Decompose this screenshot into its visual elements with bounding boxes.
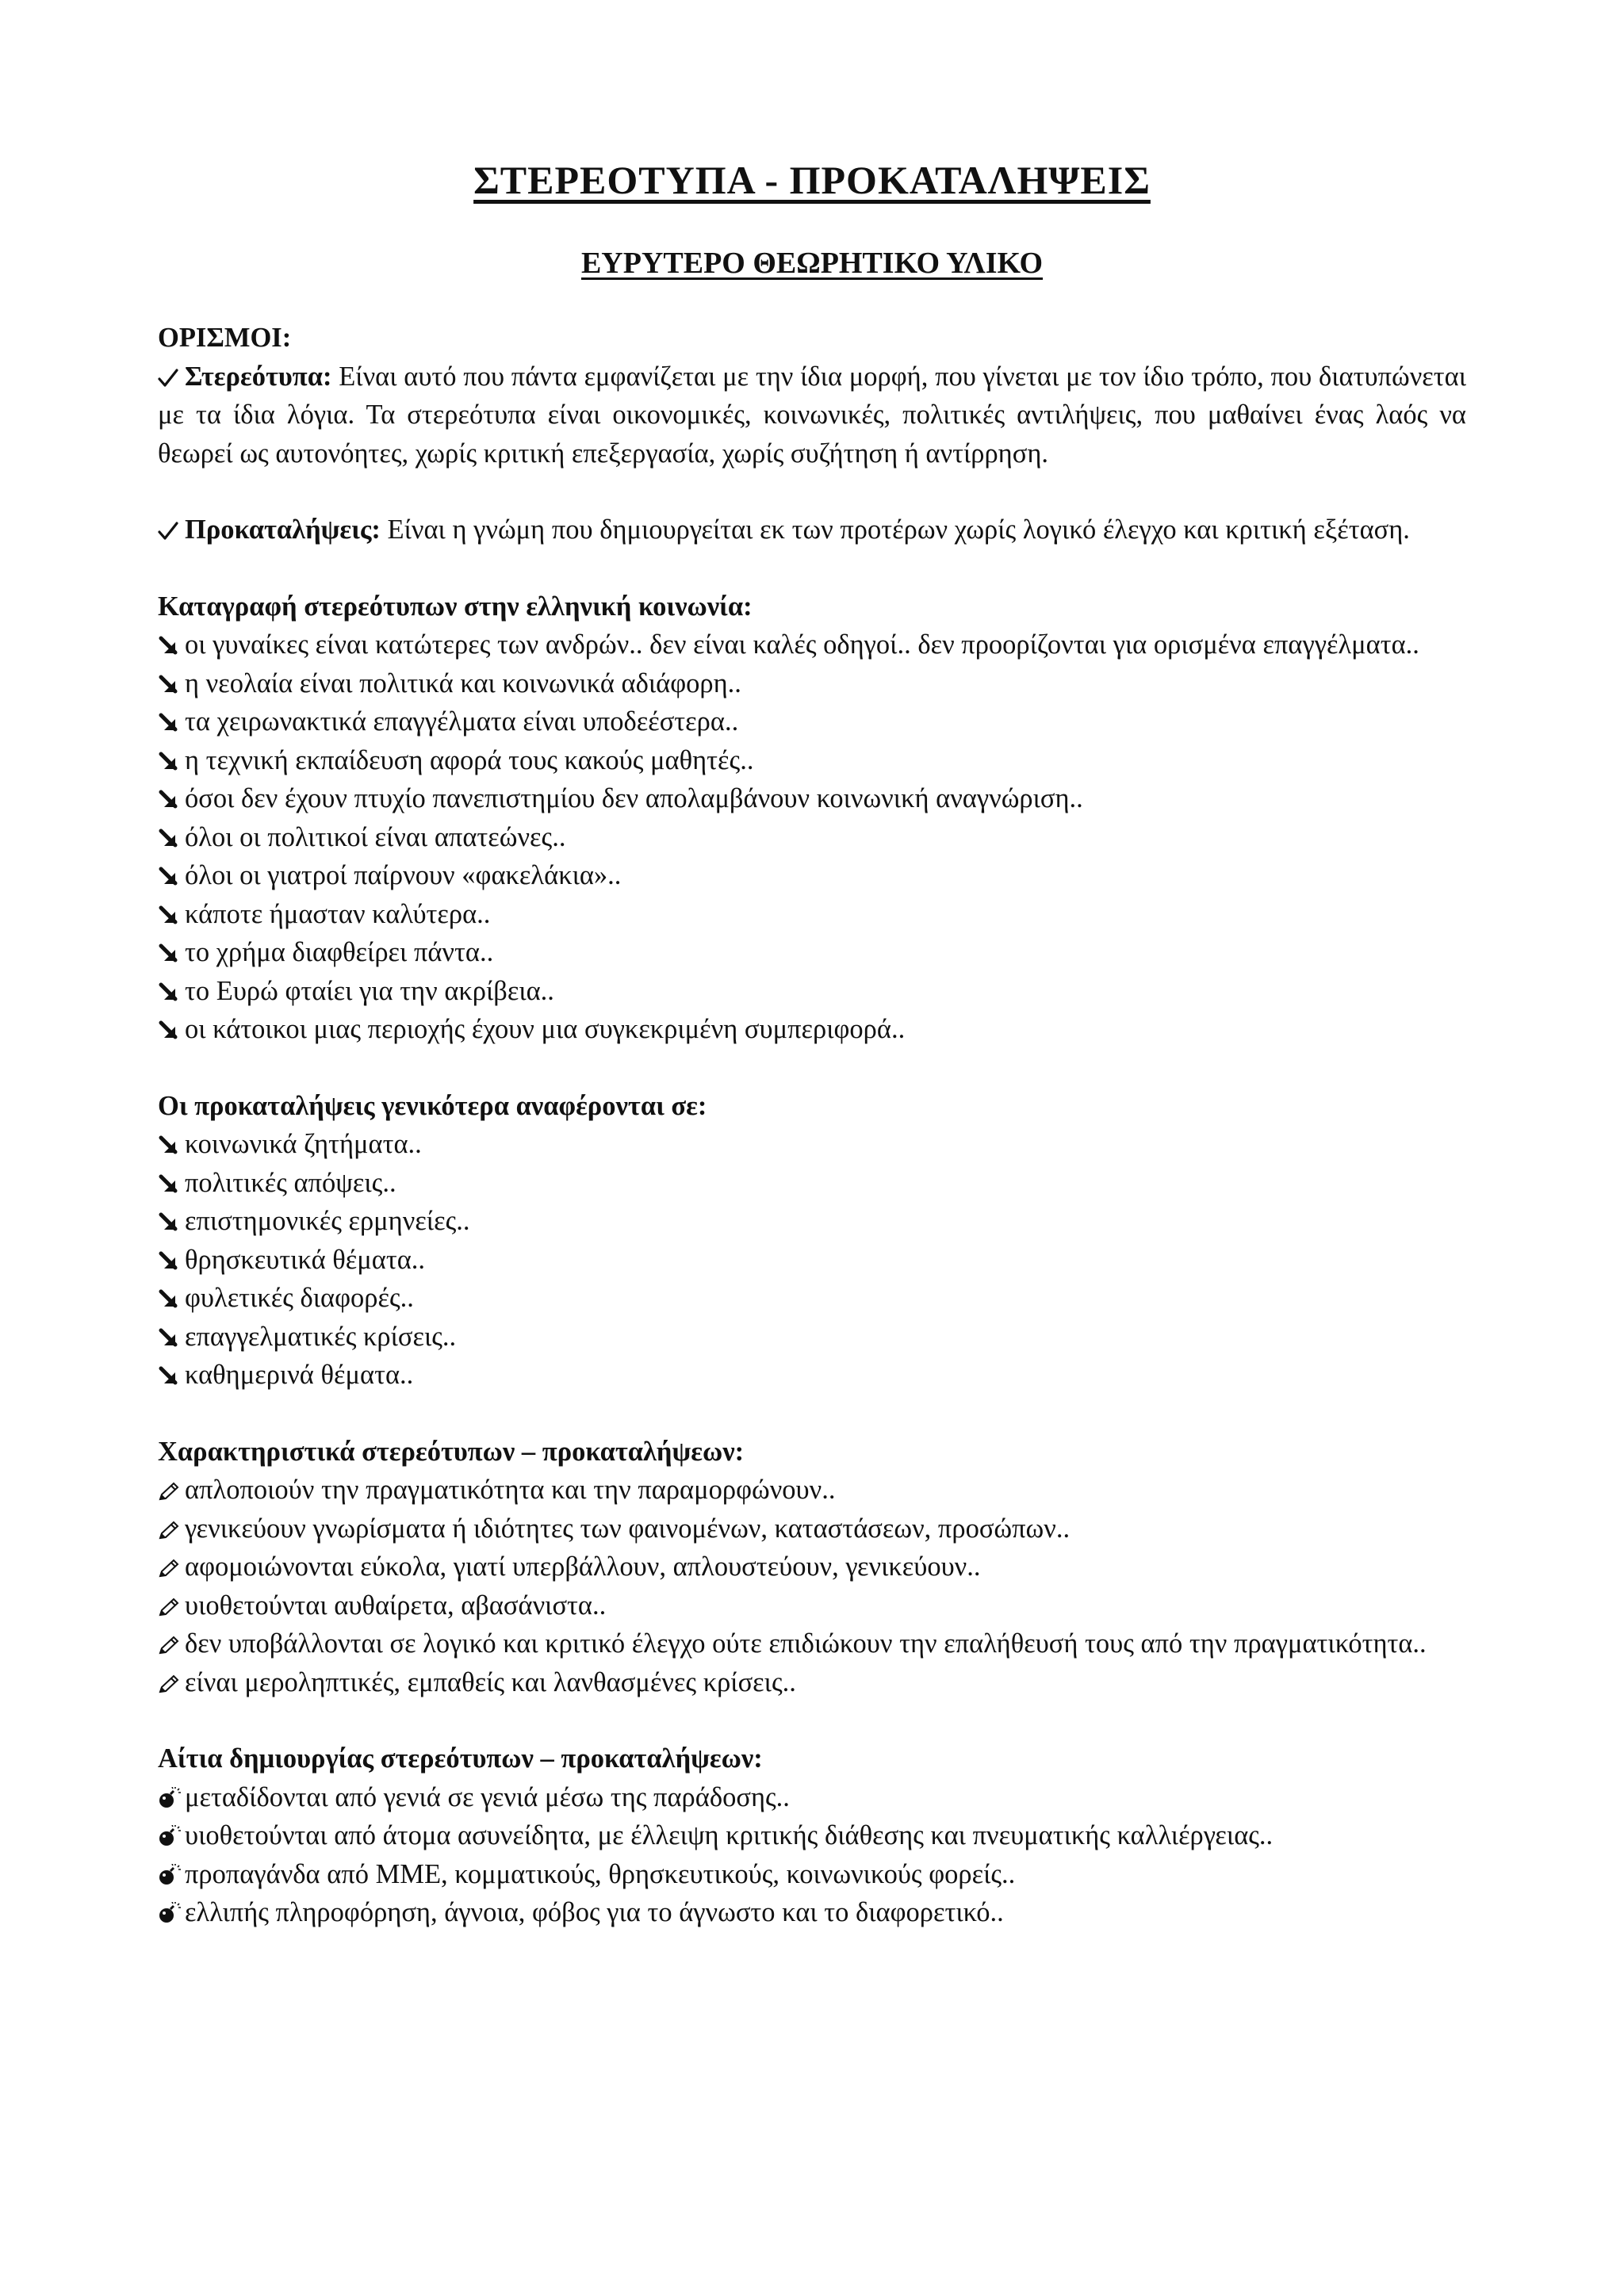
characteristics-item-text: απλοποιούν την πραγματικότητα και την παραμορφώνουν.. [185,1475,836,1505]
characteristics-item [158,1510,1466,1548]
document-title: ΣΤΕΡΕΟΤΥΠΑ - ΠΡΟΚΑΤΑΛΗΨΕΙΣ [473,158,1151,202]
prejudices-item [158,1356,1466,1395]
arrow-down-right-icon [158,895,185,934]
prejudices-heading: Οι προκαταλήψεις γενικότερα αναφέρονται σε: [158,1090,707,1121]
stereotypes-item [158,779,1466,818]
characteristics-item-text: αφομοιώνονται εύκολα, γιατί υπερβάλλουν, απλουστεύουν, γενικεύουν.. [185,1552,981,1582]
prejudices-item [158,1279,1466,1318]
stereotypes-item-text: η νεολαία είναι πολιτικά και κοινωνικά αδιάφορη.. [185,668,741,698]
stereotypes-item [158,818,1466,857]
definition-term: Στερεότυπα: [185,361,332,392]
stereotypes-item [158,702,1466,741]
characteristics-list [158,1471,1466,1701]
characteristics-item-text: δεν υποβάλλονται σε λογικό και κριτικό έλεγχο ούτε επιδιώκουν την επαλήθευσή τους από την πραγματικότητα.. [185,1628,1427,1659]
arrow-down-right-icon [158,1125,185,1164]
prejudices-item-text: θρησκευτικά θέματα.. [185,1244,426,1275]
prejudices-item [158,1125,1466,1164]
arrow-down-right-icon [158,664,185,703]
causes-item [158,1855,1466,1894]
arrow-down-right-icon [158,779,185,818]
stereotypes-item-text: όλοι οι γιατροί παίρνουν «φακελάκια».. [185,860,622,890]
arrow-down-right-icon [158,741,185,780]
bomb-icon [158,1855,185,1894]
causes-item [158,1893,1466,1932]
stereotypes-item [158,856,1466,895]
definition-text: Είναι η γνώμη που δημιουργείται εκ των προτέρων χωρίς λογικό έλεγχο και κριτική εξέταση. [387,515,1410,545]
stereotypes-item [158,741,1466,780]
causes-item-text: μεταδίδονται από γενιά σε γενιά μέσω της παράδοσης.. [185,1781,790,1812]
document-subtitle: ΕΥΡΥΤΕΡΟ ΘΕΩΡΗΤΙΚΟ ΥΛΙΚΟ [580,247,1044,280]
definition-stereotypes [158,358,1466,473]
check-icon [158,511,185,549]
prejudices-item-text: επιστημονικές ερμηνείες.. [185,1206,470,1236]
pencil-icon [158,1471,185,1510]
stereotypes-item [158,933,1466,972]
characteristics-item [158,1624,1466,1663]
characteristics-item [158,1471,1466,1510]
pencil-icon [158,1586,185,1625]
definition-prejudices [158,511,1466,549]
arrow-down-right-icon [158,1318,185,1357]
arrow-down-right-icon [158,1241,185,1280]
prejudices-item-text: καθημερινά θέματα.. [185,1360,414,1390]
causes-list [158,1778,1466,1932]
characteristics-item-text: είναι μεροληπτικές, εμπαθείς και λανθασμένες κρίσεις.. [185,1667,796,1697]
stereotypes-item-text: το Ευρώ φταίει για την ακρίβεια.. [185,975,554,1006]
prejudices-item [158,1318,1466,1357]
bomb-icon [158,1893,185,1932]
arrow-down-right-icon [158,1164,185,1203]
bomb-icon [158,1778,185,1817]
arrow-down-right-icon [158,933,185,972]
pencil-icon [158,1510,185,1548]
causes-item-text: ελλιπής πληροφόρηση, άγνοια, φόβος για το άγνωστο και το διαφορετικό.. [185,1897,1004,1927]
arrow-down-right-icon [158,626,185,664]
prejudices-item [158,1164,1466,1203]
causes-item-text: προπαγάνδα από ΜΜΕ, κομματικούς, θρησκευτικούς, κοινωνικούς φορείς.. [185,1858,1016,1889]
document-content [158,151,1466,1932]
causes-item-text: υιοθετούνται από άτομα ασυνείδητα, με έλλειψη κριτικής διάθεσης και πνευματικής καλλιέργειας.. [185,1820,1274,1850]
arrow-down-right-icon [158,1202,185,1241]
arrow-down-right-icon [158,972,185,1011]
stereotypes-item [158,626,1466,664]
prejudices-item-text: κοινωνικά ζητήματα.. [185,1129,422,1159]
prejudices-item [158,1202,1466,1241]
definition-term: Προκαταλήψεις: [185,515,381,545]
characteristics-item [158,1548,1466,1586]
definition-text: Είναι αυτό που πάντα εμφανίζεται με την ίδια μορφή, που γίνεται με τον ίδιο τρόπο, που διατυπώνεται με τα ίδια λόγια. Τα στερεότυπα είναι οικονομικές, κοινωνικές, πολιτικές αντιλήψεις, που μαθαίνει ένας λαός να θεωρεί ως αυτονόητες, χωρίς κριτική επεξεργασία, χωρίς συζήτηση ή αντίρρηση. [158,361,1467,469]
stereotypes-item-text: όσοι δεν έχουν πτυχίο πανεπιστημίου δεν απολαμβάνουν κοινωνική αναγνώριση.. [185,783,1083,813]
stereotypes-list [158,626,1466,1049]
prejudices-item [158,1241,1466,1280]
prejudices-item-text: επαγγελματικές κρίσεις.. [185,1321,457,1352]
characteristics-item [158,1663,1466,1702]
stereotypes-item-text: η τεχνική εκπαίδευση αφορά τους κακούς μαθητές.. [185,744,754,775]
stereotypes-item-text: τα χειρωνακτικά επαγγέλματα είναι υποδεέστερα.. [185,706,739,737]
stereotypes-item-text: το χρήμα διαφθείρει πάντα.. [185,937,494,967]
arrow-down-right-icon [158,1279,185,1318]
stereotypes-item-text: όλοι οι πολιτικοί είναι απατεώνες.. [185,821,566,852]
arrow-down-right-icon [158,1356,185,1395]
causes-heading: Αίτια δημιουργίας στερεότυπων – προκαταλήψεων: [158,1743,763,1774]
stereotypes-item-text: οι γυναίκες είναι κατώτερες των ανδρών.. δεν είναι καλές οδηγοί.. δεν προορίζονται για ορισμένα επαγγέλματα.. [185,629,1419,660]
characteristics-item-text: υιοθετούνται αυθαίρετα, αβασάνιστα.. [185,1590,607,1621]
stereotypes-item-text: οι κάτοικοι μιας περιοχής έχουν μια συγκεκριμένη συμπεριφορά.. [185,1014,906,1044]
arrow-down-right-icon [158,1010,185,1049]
prejudices-list [158,1125,1466,1395]
arrow-down-right-icon [158,818,185,857]
causes-item [158,1816,1466,1855]
stereotypes-item [158,895,1466,934]
pencil-icon [158,1624,185,1663]
prejudices-item-text: φυλετικές διαφορές.. [185,1283,414,1313]
causes-item [158,1778,1466,1817]
stereotypes-item [158,1010,1466,1049]
characteristics-item [158,1586,1466,1625]
stereotypes-heading: Καταγραφή στερεότυπων στην ελληνική κοινωνία: [158,591,753,622]
arrow-down-right-icon [158,702,185,741]
bomb-icon [158,1816,185,1855]
arrow-down-right-icon [158,856,185,895]
characteristics-heading: Χαρακτηριστικά στερεότυπων – προκαταλήψεων: [158,1436,745,1467]
pencil-icon [158,1548,185,1586]
pencil-icon [158,1663,185,1702]
prejudices-item-text: πολιτικές απόψεις.. [185,1167,396,1198]
stereotypes-item [158,664,1466,703]
characteristics-item-text: γενικεύουν γνωρίσματα ή ιδιότητες των φαινομένων, καταστάσεων, προσώπων.. [185,1513,1071,1544]
stereotypes-item-text: κάποτε ήμασταν καλύτερα.. [185,898,491,929]
check-icon [158,358,185,396]
stereotypes-item [158,972,1466,1011]
definitions-heading: ΟΡΙΣΜΟΙ: [158,323,292,353]
